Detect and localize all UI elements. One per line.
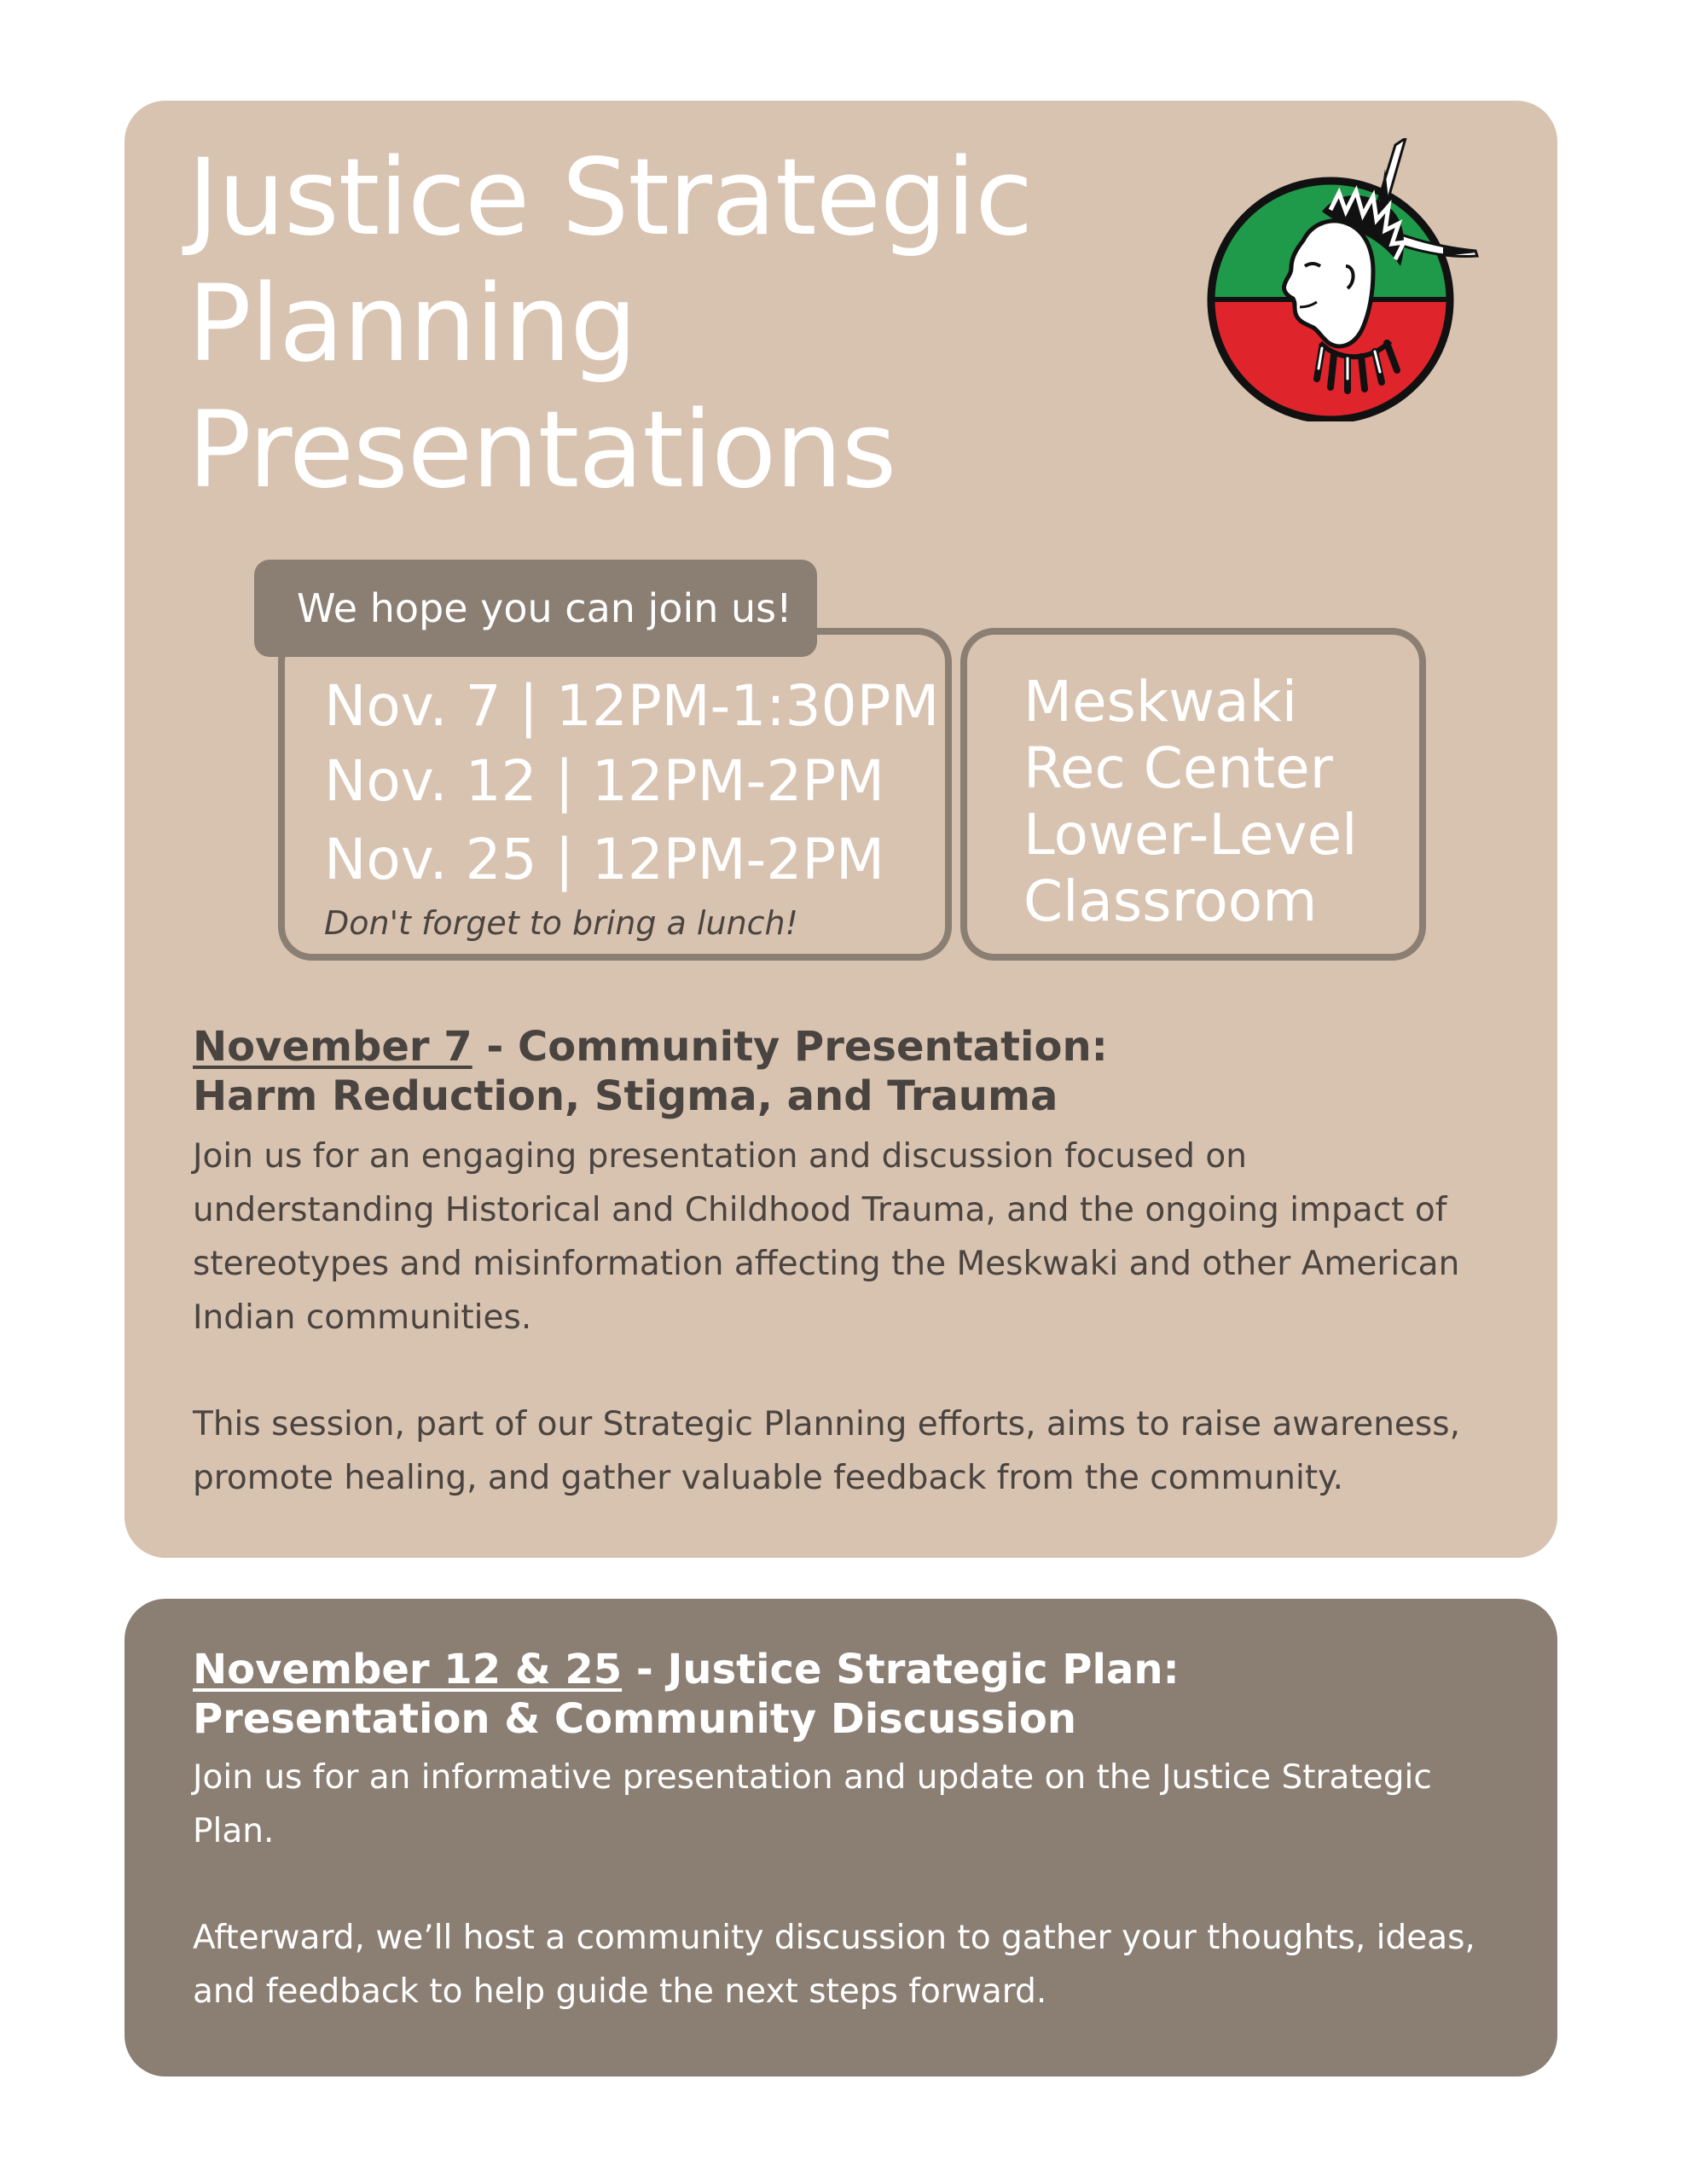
text-line: Plan.: [193, 1812, 275, 1850]
session-one-heading-line: [193, 1022, 1506, 1072]
text-line: understanding Historical and Childhood Trauma, and the ongoing impact of: [193, 1191, 1447, 1229]
location-line: Lower-Level: [1023, 802, 1358, 868]
event-info-card: [125, 101, 1557, 1558]
title-line: Justice Strategic: [188, 136, 1033, 259]
text-line: promote healing, and gather valuable feedback from the community.: [193, 1459, 1344, 1497]
session-one-title: - Community Presentation:: [472, 1023, 1108, 1071]
date-line: Nov. 25 | 12PM-2PM: [324, 827, 885, 892]
join-us-tab: We hope you can join us!: [254, 560, 817, 657]
meskwaki-nation-seal-icon: [1203, 138, 1486, 421]
location-line: Meskwaki: [1023, 669, 1298, 735]
title-line: Presentations: [188, 389, 896, 512]
location-line: Classroom: [1023, 868, 1318, 934]
session-two-title: - Justice Strategic Plan:: [622, 1646, 1180, 1693]
session-two-description: [193, 1751, 1523, 1858]
location-box: [960, 628, 1426, 961]
page-title: [188, 135, 1254, 514]
dates-box: [278, 628, 952, 961]
session-two-card: [125, 1599, 1557, 2077]
text-line: Join us for an informative presentation and update on the Justice Strategic: [193, 1758, 1432, 1797]
text-line: stereotypes and misinformation affecting the Meskwaki and other American: [193, 1245, 1460, 1283]
session-one-heading: [193, 1022, 1506, 1121]
session-two-heading-line: [193, 1645, 1506, 1694]
text-line: This session, part of our Strategic Planning efforts, aims to raise awareness,: [193, 1405, 1460, 1443]
date-line: Nov. 12 | 12PM-2PM: [324, 748, 885, 814]
location-line: Rec Center: [1023, 735, 1333, 801]
session-one-date: November 7: [193, 1023, 472, 1071]
session-one-goals: [193, 1397, 1523, 1505]
session-one-description: [193, 1130, 1523, 1345]
session-one-subheading: Harm Reduction, Stigma, and Trauma: [193, 1072, 1058, 1120]
session-two-heading: [193, 1645, 1506, 1744]
session-two-subheading: Presentation & Community Discussion: [193, 1695, 1077, 1743]
session-two-followup: [193, 1911, 1523, 2018]
text-line: Afterward, we’ll host a community discussion to gather your thoughts, ideas,: [193, 1919, 1475, 1957]
session-two-date: November 12 & 25: [193, 1646, 623, 1693]
date-line: Nov. 7 | 12PM-1:30PM: [324, 673, 940, 739]
text-line: Join us for an engaging presentation and discussion focused on: [193, 1137, 1247, 1176]
lunch-note: Don't forget to bring a lunch!: [324, 904, 798, 942]
text-line: Indian communities.: [193, 1298, 532, 1337]
text-line: and feedback to help guide the next steps forward.: [193, 1972, 1047, 2011]
title-line: Planning: [188, 263, 637, 386]
